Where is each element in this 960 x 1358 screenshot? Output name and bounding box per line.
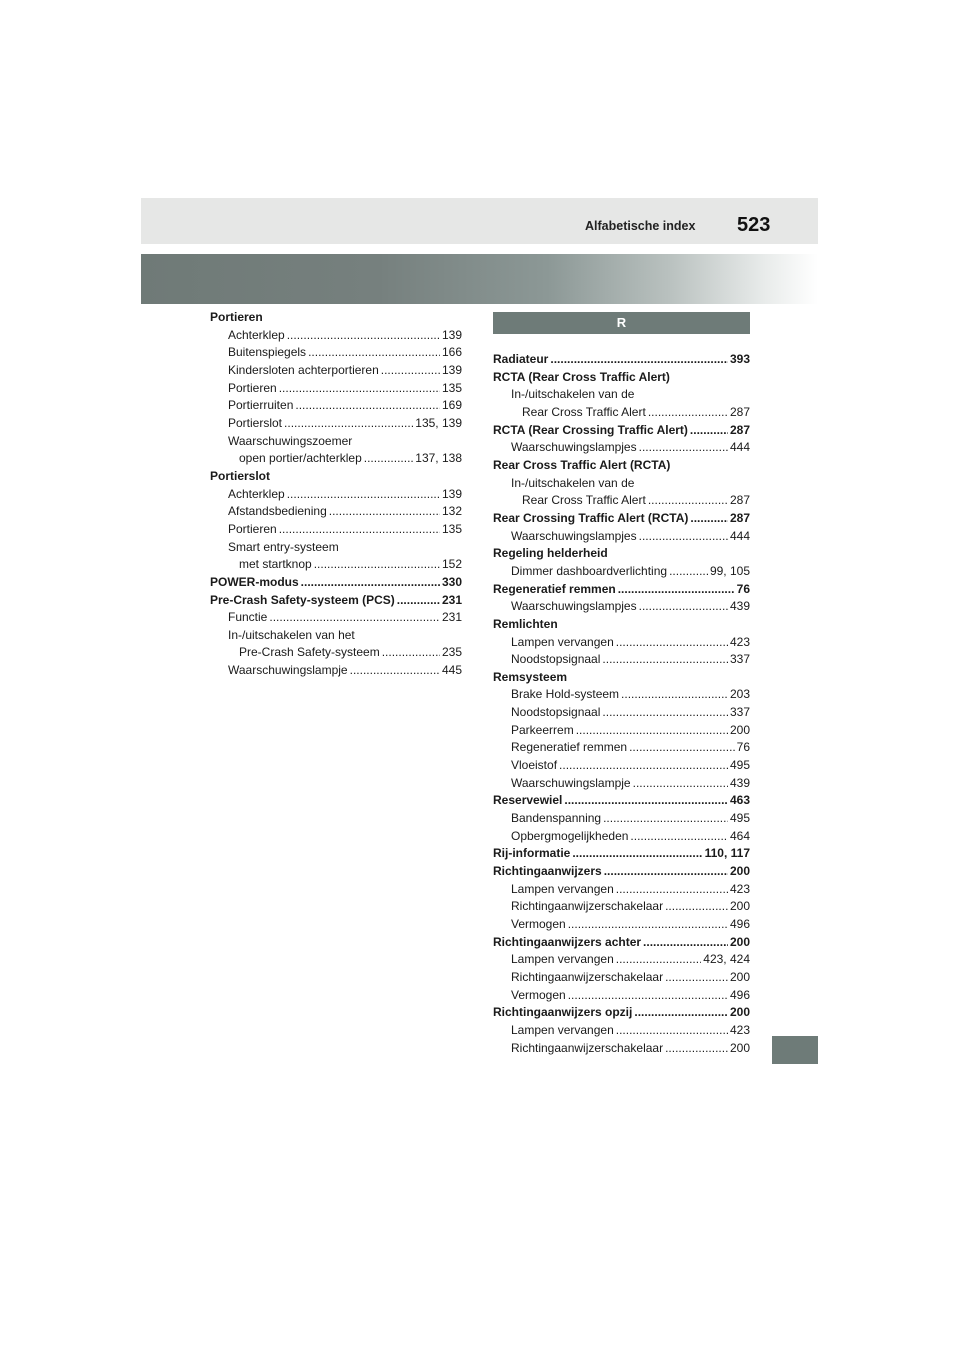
- letter-heading: R: [493, 312, 750, 334]
- entry-page-ref: 231: [441, 610, 462, 625]
- entry-label: Functie: [228, 610, 268, 625]
- entry-page-ref: 200: [729, 1005, 750, 1020]
- entry-page-ref: 231: [441, 592, 462, 607]
- entry-label: Vloeistof: [511, 758, 558, 773]
- entry-page-ref: 76: [736, 581, 750, 596]
- entry-page-ref: 152: [441, 557, 462, 572]
- entry-label: Afstandsbediening: [228, 504, 327, 519]
- dot-leader: [381, 362, 440, 380]
- index-entry-sub: [210, 556, 462, 574]
- index-entry-sub: [493, 528, 750, 546]
- index-entry-sub: [493, 1040, 750, 1058]
- index-subheading: In-/uitschakelen van het: [228, 627, 355, 642]
- section-title: Alfabetische index: [585, 219, 696, 233]
- entry-page-ref: 439: [729, 775, 750, 790]
- entry-label: Rear Cross Traffic Alert: [522, 493, 646, 508]
- header-bar: [141, 198, 818, 244]
- entry-page-ref: 203: [729, 687, 750, 702]
- dot-leader: [639, 598, 728, 616]
- entry-page-ref: 200: [729, 934, 750, 949]
- index-heading: RCTA (Rear Cross Traffic Alert): [493, 369, 670, 384]
- entry-label: Richtingaanwijzerschakelaar: [511, 899, 664, 914]
- index-entry-sub: [493, 704, 750, 722]
- index-entry-sub: [493, 722, 750, 740]
- index-heading: Remsysteem: [493, 669, 568, 684]
- dot-leader: [269, 609, 440, 627]
- dot-leader: [602, 651, 728, 669]
- entry-page-ref: 287: [729, 404, 750, 419]
- entry-label: Lampen vervangen: [511, 881, 614, 896]
- entry-page-ref: 135, 139: [415, 415, 462, 430]
- dot-leader: [603, 810, 728, 828]
- entry-label: Radiateur: [493, 352, 549, 366]
- index-entry-sub: [493, 739, 750, 757]
- entry-page-ref: 423: [729, 1022, 750, 1037]
- index-entry-sub: [493, 881, 750, 899]
- index-column-right: [493, 309, 750, 1057]
- entry-page-ref: 393: [729, 352, 750, 366]
- index-entry-sub: [493, 563, 750, 581]
- entry-page-ref: 200: [729, 899, 750, 914]
- entry-label: Richtingaanwijzerschakelaar: [511, 1040, 664, 1055]
- index-entry-sub: [493, 810, 750, 828]
- entry-page-ref: 139: [441, 327, 462, 342]
- index-entry-sub: [210, 327, 462, 345]
- entry-page-ref: 287: [729, 510, 750, 525]
- entry-label: Rear Cross Traffic Alert: [522, 404, 646, 419]
- dot-leader: [279, 380, 440, 398]
- index-entry-main: [493, 581, 750, 599]
- entry-page-ref: 287: [729, 493, 750, 508]
- entry-label: Rear Crossing Traffic Alert (RCTA): [493, 510, 689, 525]
- entry-label: Bandenspanning: [511, 811, 602, 826]
- index-heading: Regeling helderheid: [493, 546, 608, 561]
- entry-label: Portierruiten: [228, 398, 294, 413]
- index-entry-sub: [493, 634, 750, 652]
- dot-leader: [629, 739, 735, 757]
- entry-page-ref: 200: [729, 1040, 750, 1055]
- index-entry-sub: [210, 521, 462, 539]
- dot-leader: [314, 556, 440, 574]
- entry-page-ref: 464: [729, 828, 750, 843]
- entry-label: Regeneratief remmen: [493, 581, 616, 596]
- index-subheading: In-/uitschakelen van de: [511, 475, 635, 490]
- dot-leader: [616, 951, 702, 969]
- dot-leader: [616, 634, 728, 652]
- entry-label: Parkeerrem: [511, 722, 574, 737]
- index-entry-sub: [493, 951, 750, 969]
- page-number: 523: [737, 214, 771, 236]
- entry-label: Brake Hold-systeem: [511, 687, 620, 702]
- dot-leader: [287, 486, 440, 504]
- entry-label: Achterklep: [228, 486, 285, 501]
- entry-page-ref: 495: [729, 811, 750, 826]
- index-entry-sub: [493, 969, 750, 987]
- entry-label: Opbergmogelijkheden: [511, 828, 629, 843]
- entry-label: Noodstopsignaal: [511, 705, 601, 720]
- entry-page-ref: 423: [729, 881, 750, 896]
- entry-label: Reservewiel: [493, 793, 563, 808]
- index-entry-main: [493, 422, 750, 440]
- index-entry-sub: [210, 380, 462, 398]
- index-entry-sub: [493, 651, 750, 669]
- index-entry-main: [493, 510, 750, 528]
- entry-label: Lampen vervangen: [511, 1022, 614, 1037]
- entry-label: Portieren: [228, 380, 277, 395]
- dot-leader: [616, 881, 728, 899]
- dot-leader: [329, 503, 440, 521]
- entry-page-ref: 287: [729, 422, 750, 437]
- entry-label: Noodstopsignaal: [511, 652, 601, 667]
- entry-label: Kindersloten achterportieren: [228, 362, 379, 377]
- dot-leader: [665, 898, 728, 916]
- entry-label: Lampen vervangen: [511, 952, 614, 967]
- index-heading: Portieren: [210, 310, 263, 324]
- entry-label: Buitenspiegels: [228, 345, 307, 360]
- entry-page-ref: 235: [441, 645, 462, 660]
- dot-leader: [639, 528, 728, 546]
- entry-page-ref: 200: [729, 969, 750, 984]
- entry-page-ref: 337: [729, 705, 750, 720]
- entry-page-ref: 445: [441, 663, 462, 678]
- dot-leader: [634, 1004, 728, 1022]
- entry-label: Waarschuwingslampje: [228, 663, 348, 678]
- index-entry-sub: [493, 1022, 750, 1040]
- entry-label: POWER-modus: [210, 574, 299, 589]
- dot-leader: [643, 934, 728, 952]
- dot-leader: [648, 492, 728, 510]
- index-entry-sub: [493, 828, 750, 846]
- index-subheading: Smart entry-systeem: [228, 539, 339, 554]
- index-entry-sub: [493, 598, 750, 616]
- entry-page-ref: 495: [729, 758, 750, 773]
- entry-page-ref: 337: [729, 652, 750, 667]
- entry-label: Regeneratief remmen: [511, 740, 628, 755]
- entry-label: open portier/achterklep: [239, 451, 362, 466]
- entry-page-ref: 423: [729, 634, 750, 649]
- dot-leader: [576, 722, 728, 740]
- dot-leader: [633, 775, 728, 793]
- index-entry-sub: [210, 397, 462, 415]
- entry-label: Waarschuwingslampjes: [511, 599, 637, 614]
- dot-leader: [572, 845, 702, 863]
- entry-label: Waarschuwingslampjes: [511, 440, 637, 455]
- dot-leader: [568, 916, 728, 934]
- index-entry-sub: [493, 439, 750, 457]
- entry-label: Waarschuwingslampjes: [511, 528, 637, 543]
- entry-label: Waarschuwingslampje: [511, 775, 631, 790]
- entry-page-ref: 463: [729, 793, 750, 808]
- dot-leader: [382, 644, 440, 662]
- entry-page-ref: 135: [441, 521, 462, 536]
- dot-leader: [284, 415, 413, 433]
- entry-page-ref: 423, 424: [703, 952, 750, 967]
- dot-leader: [295, 397, 440, 415]
- index-entry-sub: [210, 415, 462, 433]
- dot-leader: [602, 704, 728, 722]
- index-entry-sub: [210, 486, 462, 504]
- index-entry-sub: [210, 362, 462, 380]
- index-entry-main: [493, 1004, 750, 1022]
- dot-leader: [397, 592, 440, 610]
- index-entry-sub: [493, 757, 750, 775]
- dot-leader: [690, 422, 728, 440]
- entry-label: Vermogen: [511, 917, 566, 931]
- index-heading: Rear Cross Traffic Alert (RCTA): [493, 457, 671, 472]
- entry-label: Lampen vervangen: [511, 634, 614, 649]
- entry-label: RCTA (Rear Crossing Traffic Alert): [493, 422, 688, 437]
- entry-page-ref: 132: [441, 504, 462, 519]
- dot-leader: [616, 1022, 728, 1040]
- index-entry-sub: [210, 662, 462, 680]
- entry-page-ref: 330: [441, 574, 462, 589]
- dot-leader: [630, 828, 728, 846]
- index-entry-main: [210, 592, 462, 610]
- entry-label: met startknop: [239, 557, 312, 572]
- dot-leader: [669, 563, 708, 581]
- index-entry-sub: [493, 686, 750, 704]
- dot-leader: [665, 1040, 728, 1058]
- entry-page-ref: 169: [441, 398, 462, 413]
- entry-label: Pre-Crash Safety-systeem: [239, 645, 380, 660]
- entry-page-ref: 110, 117: [704, 846, 750, 861]
- entry-page-ref: 496: [729, 987, 750, 1002]
- index-entry-sub: [210, 503, 462, 521]
- dot-leader: [301, 574, 440, 592]
- entry-label: Richtingaanwijzers: [493, 864, 602, 879]
- entry-page-ref: 200: [729, 722, 750, 737]
- entry-page-ref: 137, 138: [415, 451, 462, 466]
- entry-page-ref: 439: [729, 599, 750, 614]
- dot-leader: [308, 344, 440, 362]
- index-entry-sub: [493, 775, 750, 793]
- index-entry-sub: [493, 987, 750, 1005]
- entry-label: Pre-Crash Safety-systeem (PCS): [210, 592, 395, 607]
- entry-label: Portierslot: [228, 415, 283, 430]
- dot-leader: [639, 439, 728, 457]
- entry-label: Rij-informatie: [493, 846, 571, 861]
- entry-page-ref: 99, 105: [709, 563, 750, 578]
- index-subheading: Waarschuwingszoemer: [228, 433, 353, 448]
- index-heading: Remlichten: [493, 616, 558, 631]
- entry-page-ref: 139: [441, 486, 462, 501]
- entry-page-ref: 139: [441, 362, 462, 377]
- entry-label: Richtingaanwijzerschakelaar: [511, 969, 664, 984]
- decorative-gradient-band: [141, 254, 818, 304]
- dot-leader: [604, 863, 728, 881]
- dot-leader: [364, 450, 414, 468]
- section-thumb-tab: [772, 1036, 818, 1064]
- index-entry-sub: [493, 916, 750, 934]
- entry-label: Achterklep: [228, 327, 285, 342]
- entry-page-ref: 135: [441, 380, 462, 395]
- index-entry-main: [493, 792, 750, 810]
- dot-leader: [665, 969, 728, 987]
- index-entry-main: [493, 863, 750, 881]
- entry-page-ref: 444: [729, 528, 750, 543]
- index-entry-sub: [210, 609, 462, 627]
- entry-label: Richtingaanwijzers opzij: [493, 1005, 633, 1020]
- entry-page-ref: 200: [729, 864, 750, 879]
- index-column-left: [210, 309, 462, 680]
- dot-leader: [568, 987, 728, 1005]
- index-entry-main: [493, 845, 750, 863]
- index-entry-main: [210, 574, 462, 592]
- entry-label: Vermogen: [511, 987, 566, 1002]
- index-entry-sub: [210, 644, 462, 662]
- dot-leader: [618, 581, 735, 599]
- dot-leader: [564, 792, 728, 810]
- index-entry-main: [493, 351, 750, 369]
- dot-leader: [350, 662, 440, 680]
- index-entry-sub: [493, 898, 750, 916]
- index-subheading: In-/uitschakelen van de: [511, 387, 635, 402]
- index-entry-sub: [493, 404, 750, 422]
- dot-leader: [559, 757, 728, 775]
- index-entry-main: [493, 934, 750, 952]
- dot-leader: [621, 686, 728, 704]
- index-entry-sub: [210, 344, 462, 362]
- index-entry-sub: [210, 450, 462, 468]
- dot-leader: [648, 404, 728, 422]
- entry-page-ref: 76: [736, 740, 750, 755]
- entry-label: Portieren: [228, 521, 277, 536]
- dot-leader: [550, 351, 728, 369]
- index-entry-sub: [493, 492, 750, 510]
- entry-page-ref: 496: [729, 917, 750, 931]
- dot-leader: [279, 521, 440, 539]
- entry-page-ref: 166: [441, 345, 462, 360]
- dot-leader: [690, 510, 728, 528]
- entry-label: Dimmer dashboardverlichting: [511, 563, 668, 578]
- entry-page-ref: 444: [729, 440, 750, 455]
- dot-leader: [287, 327, 440, 345]
- entry-label: Richtingaanwijzers achter: [493, 934, 642, 949]
- index-heading: Portierslot: [210, 468, 271, 483]
